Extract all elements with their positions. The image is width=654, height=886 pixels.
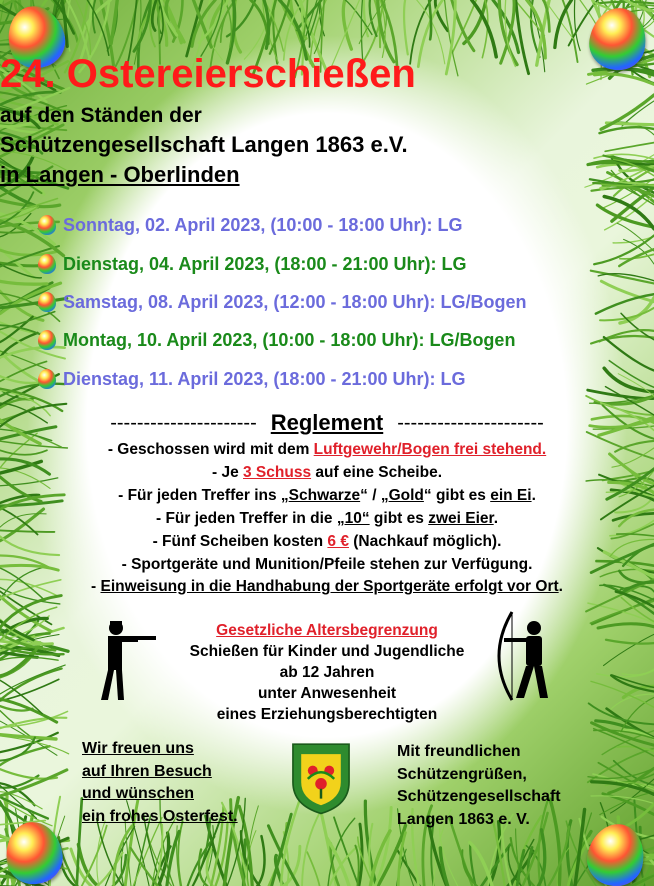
rule-text: “ / „ <box>360 487 389 504</box>
event-title: 24. Ostereierschießen <box>0 52 416 96</box>
easter-egg-icon <box>38 292 56 312</box>
closing-line: Schützengrüßen, <box>397 765 527 783</box>
date-text: Dienstag, 11. April 2023, (18:00 - 21:00 Uhr): LG <box>63 368 466 389</box>
rule-text: - <box>91 578 101 595</box>
rule-highlight: 6 € <box>327 533 349 550</box>
rule-underline: Gold <box>388 487 424 504</box>
easter-egg-icon <box>38 215 56 235</box>
reglement-heading: Reglement <box>270 410 384 435</box>
easter-egg-icon <box>38 369 56 389</box>
subtitle-venue: auf den Ständen der <box>0 104 202 127</box>
age-limit-line: ab 12 Jahren <box>279 664 375 681</box>
rule-text: auf eine Scheibe. <box>311 464 442 481</box>
closing-greeting <box>82 738 282 828</box>
rule-line <box>0 510 654 528</box>
closing-line: und wünschen <box>82 785 194 802</box>
club-crest-icon <box>288 740 354 816</box>
rule-text: - Fünf Scheiben kosten <box>152 533 328 550</box>
closing-line: auf Ihren Besuch <box>82 762 212 780</box>
date-item <box>38 327 515 353</box>
rule-text: - Sportgeräte und Munition/Pfeile stehen zur Verfügung. <box>121 556 533 573</box>
rule-line <box>0 464 654 482</box>
rule-text: - Für jeden Treffer in die <box>156 510 337 527</box>
easter-egg-icon <box>38 254 56 274</box>
closing-line: Langen 1863 e. V. <box>397 810 530 828</box>
closing-line: ein frohes Osterfest. <box>82 807 238 825</box>
date-item <box>38 289 526 315</box>
rule-text: . <box>493 510 498 527</box>
age-limit-line: unter Anwesenheit <box>257 685 397 702</box>
rule-text: “ gibt es <box>423 487 491 504</box>
date-text: Dienstag, 04. April 2023, (18:00 - 21:00 Uhr): LG <box>63 253 467 274</box>
age-limit-line: eines Erziehungsberechtigten <box>216 706 438 723</box>
rule-line <box>0 487 654 505</box>
rule-line <box>0 441 654 459</box>
date-text: Sonntag, 02. April 2023, (10:00 - 18:00 Uhr): LG <box>63 214 463 235</box>
date-item <box>38 366 465 392</box>
divider-dashes: ---------------------- <box>110 411 257 434</box>
rule-highlight: 3 Schuss <box>243 464 312 481</box>
rule-text: . <box>531 487 536 504</box>
easter-egg-icon <box>2 818 66 886</box>
closing-line: Wir freuen uns <box>82 740 194 757</box>
age-limit-heading: Gesetzliche Altersbegrenzung <box>216 622 438 639</box>
rule-underline: ein Ei <box>490 487 532 504</box>
closing-line: Schützengesellschaft <box>397 788 561 805</box>
subtitle-location: in Langen - Oberlinden <box>0 162 240 187</box>
closing-signature <box>397 741 607 831</box>
reglement-heading-row <box>0 410 654 436</box>
rule-underline: zwei Eier <box>428 510 494 527</box>
subtitle-club: Schützengesellschaft Langen 1863 e.V. <box>0 132 408 157</box>
rule-line <box>0 556 654 574</box>
rule-text: gibt es <box>369 510 429 527</box>
rule-underline: Einweisung in die Handhabung der Sportgeräte erfolgt vor Ort <box>100 578 559 595</box>
date-item <box>38 251 466 277</box>
age-limit-line: Schießen für Kinder und Jugendliche <box>189 643 465 660</box>
date-text: Samstag, 08. April 2023, (12:00 - 18:00 Uhr): LG/Bogen <box>63 291 527 312</box>
rule-text: (Nachkauf möglich). <box>348 533 502 550</box>
rule-highlight: Luftgewehr/Bogen frei stehend. <box>313 441 547 458</box>
rule-text: - Für jeden Treffer ins „ <box>118 487 289 504</box>
date-text: Montag, 10. April 2023, (10:00 - 18:00 Uhr): LG/Bogen <box>63 329 516 350</box>
date-item <box>38 212 462 238</box>
rule-text: - Je <box>211 464 243 481</box>
rule-line <box>0 578 654 596</box>
rule-text: - Geschossen wird mit dem <box>107 441 314 458</box>
rule-underline: „10“ <box>336 510 370 527</box>
rule-line <box>0 533 654 551</box>
rule-text: . <box>558 578 563 595</box>
closing-line: Mit freundlichen <box>397 743 521 760</box>
rule-underline: Schwarze <box>288 487 361 504</box>
easter-egg-icon <box>38 330 56 350</box>
divider-dashes: ---------------------- <box>397 411 544 434</box>
age-limit-block <box>150 622 504 727</box>
